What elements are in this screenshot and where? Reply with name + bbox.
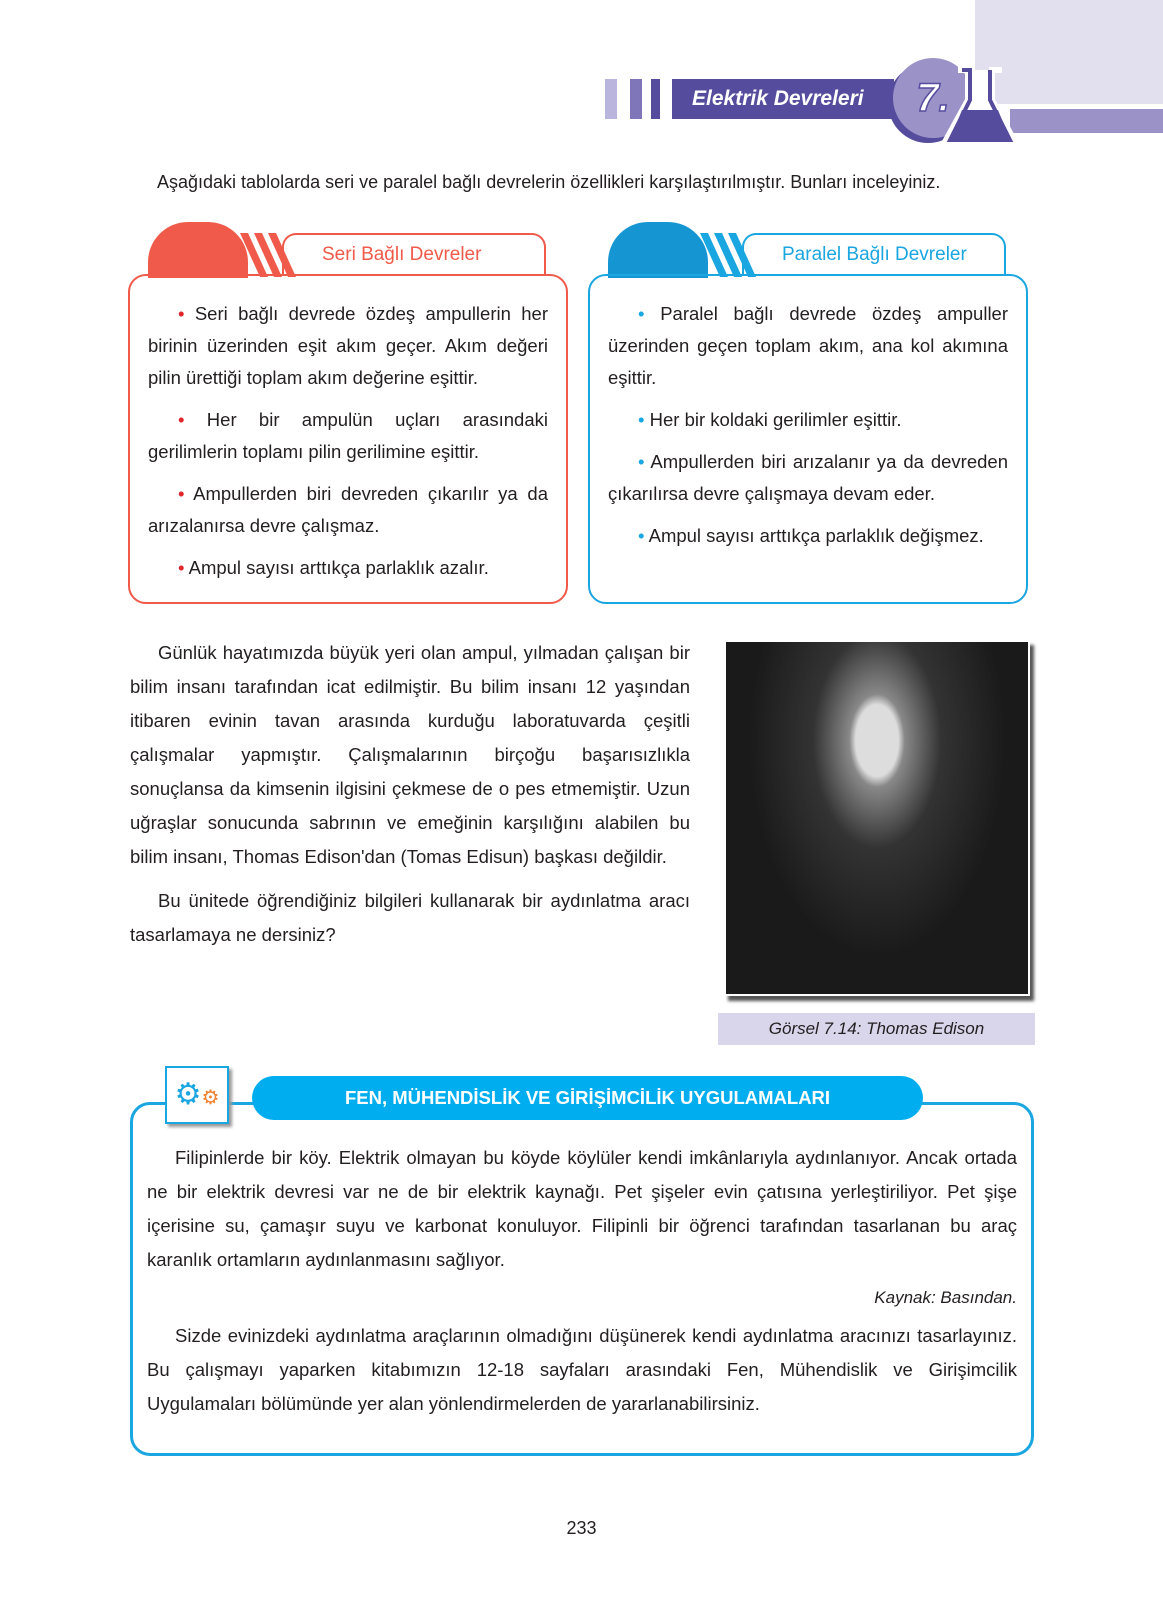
header-bar (1010, 109, 1163, 133)
paralel-item: • Her bir koldaki gerilimler eşittir. (638, 409, 902, 430)
fen-title: FEN, MÜHENDİSLİK VE GİRİŞİMCİLİK UYGULAMALARI (252, 1076, 923, 1120)
seri-item: • Ampul sayısı arttıkça parlaklık azalır. (178, 557, 489, 578)
paralel-item: • Ampullerden biri arızalanır ya da devreden çıkarılırsa devre çalışmaya devam eder. (608, 451, 1008, 504)
seri-title: Seri Bağlı Devreler (282, 233, 546, 275)
fen-box (130, 1102, 1034, 1456)
stripe (605, 79, 617, 119)
seri-item: • Her bir ampulün uçları arasındaki gerilimlerin toplamı pilin gerilimine eşittir. (148, 409, 548, 462)
seri-item: • Ampullerden biri devreden çıkarılır ya da arızalanırsa devre çalışmaz. (148, 483, 548, 536)
edison-photo (724, 640, 1030, 996)
figure-caption: Görsel 7.14: Thomas Edison (718, 1013, 1035, 1045)
paragraph: Filipinlerde bir köy. Elektrik olmayan bu köyde köylüler kendi imkânlarıyla aydınlanıyor. Ancak ortada ne bir elektrik devresi var ne de bir elektrik kaynağı. Pet şişeler evin çatısına yerleştiriliyor. Pet şişe içerisine su, çamaşır suyu ve karbonat konuluyor. Filipinli bir öğrenci tarafından tasarlanan bu araç karanlık ortamların aydınlanmasını sağlıyor. (147, 1147, 1017, 1270)
stripe (630, 79, 642, 119)
paragraph: Bu ünitede öğrendiğiniz bilgileri kullanarak bir aydınlatma aracı tasarlamaya ne dersiniz? (130, 890, 690, 945)
gears-icon: ⚙⚙ (165, 1066, 229, 1124)
seri-item: • Seri bağlı devrede özdeş ampullerin her birinin üzerinden eşit akım geçer. Akım değeri pilin ürettiği toplam akım değerine eşittir. (148, 303, 548, 388)
paragraph: Sizde evinizdeki aydınlatma araçlarının olmadığını düşünerek kendi aydınlatma aracınızı tasarlayınız. Bu çalışmayı yaparken kitabımızın 12-18 sayfaları arasındaki Fen, Mühendislik ve Girişimcilik Uygulamaları bölümünde yer alan yönlendirmelerden de yararlanabilirsiniz. (147, 1325, 1017, 1414)
intro-text: Aşağıdaki tablolarda seri ve paralel bağlı devrelerin özellikleri karşılaştırılmıştır. Bunları inceleyiniz. (157, 172, 941, 192)
paragraph: Günlük hayatımızda büyük yeri olan ampul, yılmadan çalışan bir bilim insanı tarafından icat edilmiştir. Bu bilim insanı 12 yaşından itibaren evinin tavan arasında kurduğu laboratuvarda çeşitli çalışmalar yapmıştır. Çalışmalarının birçoğu başarısızlıkla sonuçlansa da kimsenin ilgisini çekmese de o pes etmemiştir. Uzun uğraşlar sonucunda sabrının ve emeğinin karşılığını alabilen bu bilim insanı, Thomas Edison'dan (Tomas Edisun) başkası değildir. (130, 642, 690, 867)
chapter-number: 7. (916, 76, 950, 120)
chapter-title: Elektrik Devreleri (672, 79, 894, 119)
source-note: Kaynak: Basından. (874, 1288, 1017, 1307)
paralel-title: Paralel Bağlı Devreler (742, 233, 1006, 275)
seri-box (128, 274, 568, 604)
stripes-decoration (692, 233, 772, 277)
stripes-decoration (232, 233, 312, 277)
page-number: 233 (566, 1518, 597, 1538)
body-text (130, 636, 690, 962)
paralel-box (588, 274, 1028, 604)
stripe (651, 79, 660, 119)
flask-icon (940, 62, 1020, 147)
paralel-item: • Ampul sayısı arttıkça parlaklık değişmez. (638, 525, 984, 546)
paralel-item: • Paralel bağlı devrede özdeş ampuller üzerinden geçen toplam akım, ana kol akımına eşittir. (608, 303, 1008, 388)
